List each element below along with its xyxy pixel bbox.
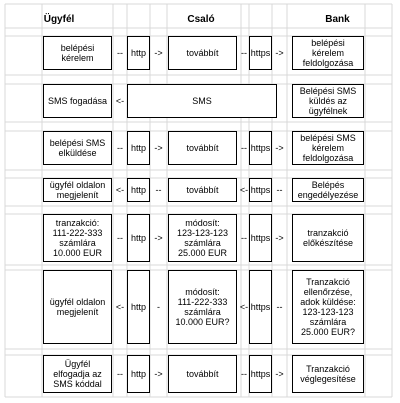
sms-channel: SMS [127,84,277,118]
client-sms-accept: Ügyfél elfogadja az SMS kóddal [43,355,112,393]
fraudster-modify: módosít: 123-123-123 számlára 25.000 EUR [168,214,237,262]
arrow-segment: -> [275,48,284,58]
fraudster-forward: továbbít [168,36,237,70]
http-channel: http [127,270,150,344]
header-fraudster: Csaló [187,14,215,25]
fraudster-modify-back: módosít: 111-222-333 számlára 10.000 EUR? [168,270,237,344]
http-channel: http [127,131,150,165]
http-channel: http [127,214,150,262]
header-bank: Bank [325,14,350,25]
fraudster-forward: továbbít [168,178,237,202]
arrow-segment: -- [117,369,123,379]
arrow-segment: -> [275,233,284,243]
arrow-segment: -- [241,48,247,58]
https-channel: https [249,131,272,165]
arrow-segment: -- [117,233,123,243]
arrow-segment: <- [115,185,125,195]
bank-sms-processing: belépési SMS kérelem feldolgozása [292,131,364,165]
client-sms-send: belépési SMS elküldése [43,131,112,165]
https-channel: https [249,36,272,70]
client-display: ügyfél oldalon megjelenít [43,178,112,202]
arrow-segment: -- [117,143,123,153]
arrow-segment: -- [241,233,247,243]
arrow-segment: -- [155,185,162,195]
arrow-segment: <- [239,185,249,195]
arrow-segment: -- [276,185,283,195]
bank-transaction-verify: Tranzakció ellenőrzése, adok küldése: 123-123-123 számlára 25.000 EUR? [292,270,364,344]
client-login-request: belépési kérelem [43,36,112,70]
http-channel: http [127,355,150,393]
https-channel: https [249,178,272,202]
arrow-segment: <- [115,96,125,106]
arrow-segment: -- [117,48,123,58]
bank-transaction-prep: tranzakció előkészítése [292,214,364,262]
header-client: Ügyfél [43,14,75,25]
arrow-segment: - [157,302,160,312]
arrow-segment: <- [239,302,249,312]
fraudster-forward: továbbít [168,131,237,165]
client-transaction: tranzakció: 111-222-333 számlára 10.000 EUR [43,214,112,262]
bank-login-approval: Belépés engedélyezése [292,178,364,202]
arrow-segment: -- [276,302,283,312]
arrow-segment: -> [154,48,163,58]
arrow-segment: -- [241,369,247,379]
http-channel: http [127,178,150,202]
client-display: ügyfél oldalon megjelenít [43,270,112,344]
https-channel: https [249,355,272,393]
https-channel: https [249,214,272,262]
client-sms-receive: SMS fogadása [43,84,112,118]
arrow-segment: -> [275,143,284,153]
https-channel: https [249,270,272,344]
arrow-segment: -> [154,369,163,379]
bank-login-processing: belépési kérelem feldolgozása [292,36,364,70]
arrow-segment: <- [115,302,125,312]
arrow-segment: -> [154,233,163,243]
bank-login-sms-send: Belépési SMS küldés az ügyfélnek [292,84,364,118]
http-channel: http [127,36,150,70]
arrow-segment: -> [154,143,163,153]
bank-transaction-finalize: Tranzakció véglegesítése [292,355,364,393]
arrow-segment: -- [241,143,247,153]
fraudster-forward: továbbít [168,355,237,393]
arrow-segment: -> [275,369,284,379]
